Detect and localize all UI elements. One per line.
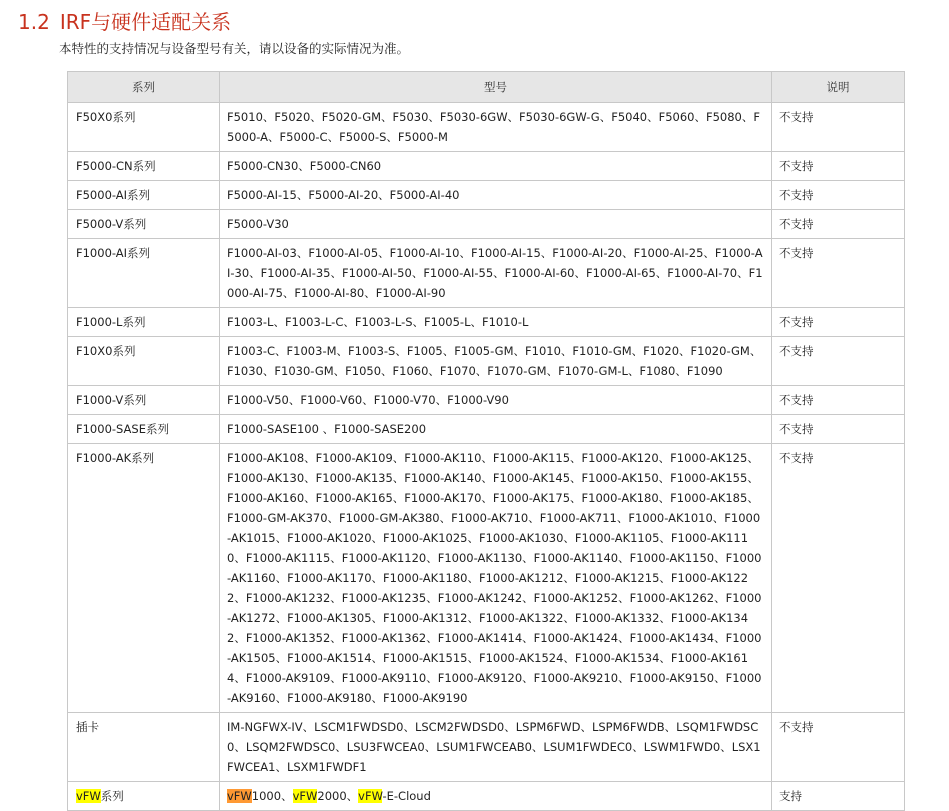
table-row [68, 415, 905, 444]
note-cell: 不支持 [772, 152, 905, 181]
header-models: 型号 [220, 72, 772, 103]
models-cell: F1003-C、F1003-M、F1003-S、F1005、F1005-GM、F1010、F1010-GM、F1020、F1020-GM、F1030、F1030-GM、F1050、F1060、F1070、F1070-GM、F1070-GM-L、F1080、F1090 [220, 337, 772, 386]
note-cell: 不支持 [772, 103, 905, 152]
series-cell: F1000-V系列 [68, 386, 220, 415]
table-row [68, 713, 905, 782]
note-cell: 不支持 [772, 337, 905, 386]
table-row [68, 181, 905, 210]
series-cell: F5000-CN系列 [68, 152, 220, 181]
models-cell: IM-NGFWX-IV、LSCM1FWDSD0、LSCM2FWDSD0、LSPM6FWD、LSPM6FWDB、LSQM1FWDSC0、LSQM2FWDSC0、LSU3FWCEA0、LSUM1FWCEAB0、LSUM1FWDEC0、LSWM1FWD0、LSX1FWCEA1、LSXM1FWDF1 [220, 713, 772, 782]
series-cell: F50X0系列 [68, 103, 220, 152]
series-cell: F5000-AI系列 [68, 181, 220, 210]
table-row [68, 444, 905, 713]
series-cell: F10X0系列 [68, 337, 220, 386]
series-cell: F1000-AI系列 [68, 239, 220, 308]
series-cell: F1000-SASE系列 [68, 415, 220, 444]
search-highlight: vFW [76, 789, 101, 803]
series-suffix: 系列 [100, 789, 124, 803]
table-row [68, 386, 905, 415]
table-row [68, 152, 905, 181]
models-cell: F5000-AI-15、F5000-AI-20、F5000-AI-40 [220, 181, 772, 210]
search-highlight: vFW [358, 789, 383, 803]
table-row [68, 103, 905, 152]
note-cell: 不支持 [772, 444, 905, 713]
header-series: 系列 [68, 72, 220, 103]
models-cell [220, 782, 772, 811]
models-cell: F5010、F5020、F5020-GM、F5030、F5030-6GW、F5030-6GW-G、F5040、F5060、F5080、F5000-A、F5000-C、F5000-S、F5000-M [220, 103, 772, 152]
note-cell: 不支持 [772, 210, 905, 239]
search-highlight: vFW [292, 789, 318, 803]
models-cell: F5000-CN30、F5000-CN60 [220, 152, 772, 181]
model-text: 1000、 [251, 789, 293, 803]
models-cell: F5000-V30 [220, 210, 772, 239]
note-cell: 不支持 [772, 239, 905, 308]
models-cell: F1000-AK108、F1000-AK109、F1000-AK110、F1000-AK115、F1000-AK120、F1000-AK125、F1000-AK130、F1000-AK135、F1000-AK140、F1000-AK145、F1000-AK150、F1000-AK155、F1000-AK160、F1000-AK165、F1000-AK170、F1000-AK175、F1000-AK180、F1000-AK185、F1000-GM-AK370、F1000-GM-AK380、F1000-AK710、F1000-AK711、F1000-AK1010、F1000-AK1015、F1000-AK1020、F1000-AK1025、F1000-AK1030、F1000-AK1105、F1000-AK1110、F1000-AK1115、F1000-AK1120、F1000-AK1130、F1000-AK1140、F1000-AK1150、F1000-AK1160、F1000-AK1170、F1000-AK1180、F1000-AK1212、F1000-AK1215、F1000-AK1222、F1000-AK1232、F1000-AK1235、F1000-AK1242、F1000-AK1252、F1000-AK1262、F1000-AK1272、F1000-AK1305、F1000-AK1312、F1000-AK1322、F1000-AK1332、F1000-AK1342、F1000-AK1352、F1000-AK1362、F1000-AK1414、F1000-AK1424、F1000-AK1434、F1000-AK1505、F1000-AK1514、F1000-AK1515、F1000-AK1524、F1000-AK1534、F1000-AK1614、F1000-AK9109、F1000-AK9110、F1000-AK9120、F1000-AK9210、F1000-AK9150、F1000-AK9160、F1000-AK9180、F1000-AK9190 [220, 444, 772, 713]
models-cell: F1000-SASE100 、F1000-SASE200 [220, 415, 772, 444]
series-cell: 插卡 [68, 713, 220, 782]
table-row [68, 337, 905, 386]
model-text: -E-Cloud [382, 789, 431, 803]
models-cell: F1000-AI-03、F1000-AI-05、F1000-AI-10、F1000-AI-15、F1000-AI-20、F1000-AI-25、F1000-AI-30、F1000-AI-35、F1000-AI-50、F1000-AI-55、F1000-AI-60、F1000-AI-65、F1000-AI-70、F1000-AI-75、F1000-AI-80、F1000-AI-90 [220, 239, 772, 308]
series-cell: F1000-AK系列 [68, 444, 220, 713]
table-row [68, 239, 905, 308]
note-cell: 不支持 [772, 415, 905, 444]
section-number: 1.2 [18, 10, 50, 34]
section-heading [18, 6, 231, 35]
table-row [68, 308, 905, 337]
table-row [68, 210, 905, 239]
intro-text: 本特性的支持情况与设备型号有关，请以设备的实际情况为准。 [59, 41, 410, 56]
series-cell: F5000-V系列 [68, 210, 220, 239]
note-cell: 不支持 [772, 386, 905, 415]
table-header-row [68, 72, 905, 103]
models-cell: F1000-V50、F1000-V60、F1000-V70、F1000-V90 [220, 386, 772, 415]
note-cell: 不支持 [772, 308, 905, 337]
model-text: 2000、 [317, 789, 359, 803]
models-cell: F1003-L、F1003-L-C、F1003-L-S、F1005-L、F1010-L [220, 308, 772, 337]
note-cell: 不支持 [772, 713, 905, 782]
note-cell: 支持 [772, 782, 905, 811]
series-cell [68, 782, 220, 811]
series-cell: F1000-L系列 [68, 308, 220, 337]
search-highlight-current: vFW [227, 789, 252, 803]
compatibility-table [67, 71, 905, 811]
header-note: 说明 [772, 72, 905, 103]
note-cell: 不支持 [772, 181, 905, 210]
table-row-vfw [68, 782, 905, 811]
section-title: IRF与硬件适配关系 [59, 10, 232, 34]
